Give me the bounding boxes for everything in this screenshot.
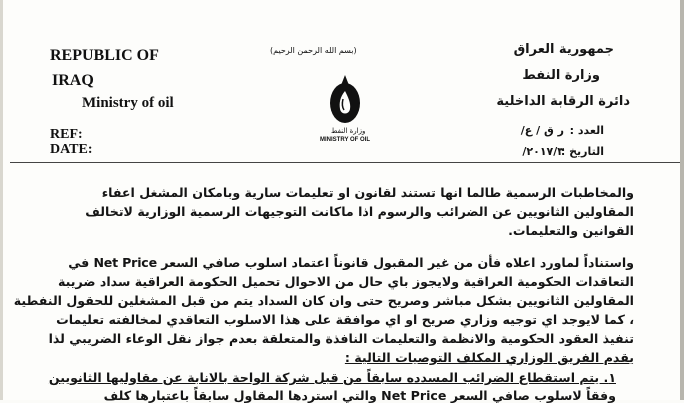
page-edge-right <box>680 0 684 400</box>
header-ar-ministry: وزارة النفط <box>522 68 600 83</box>
para1-line2: المقاولين الثانويين عن الضرائب والرسوم اذا ماكانت التوجيهات الرسمية الوزارية لاتخالف <box>85 204 634 219</box>
emblem-name-en: MINISTRY OF OIL <box>320 137 371 143</box>
header-ar-republic: جمهورية العراق <box>513 42 614 57</box>
emblem-name-ar: وزارة النفط <box>331 127 366 135</box>
date-label: DATE: <box>50 142 93 157</box>
para2-line5: تنفيذ العقود الحكومية والانظمة والتعليمات النافذة والمتعلقة بعدم جواز نقل الوعاء الضريبي لذا <box>48 331 634 346</box>
item1-line2: وفقاً لاسلوب صافي السعر Net Price والتي استردها المقاول سابقاً باعتبارها كلف <box>103 388 616 403</box>
header-en-republic: REPUBLIC OF <box>50 47 159 64</box>
header-en-iraq: IRAQ <box>52 72 94 89</box>
header-divider <box>10 162 680 163</box>
ref-label: REF: <box>50 127 83 142</box>
number-label: العدد : <box>569 124 604 137</box>
para2-line6: يقدم الفريق الوزاري المكلف التوصيات التالية : <box>344 350 634 365</box>
para1-line3: القوانين والتعليمات. <box>508 223 634 238</box>
para2-line2: التعاقدات الحكومية العراقية ولايجوز باي حال من الاحوال تحميل الحكومة العراقية سداد ضريبة <box>58 274 634 289</box>
number-value: ر ق / ع/ <box>520 124 564 137</box>
header-ar-department: دائرة الرقابة الداخلية <box>496 94 630 109</box>
item1-line1: ١. يتم استقطاع الضرائب المسدده سابقاً من قبل شركة الواحة بالانابة عن مقاوليها الثانويين <box>48 370 616 385</box>
para2-line4: ، كما لايوجد اي توجيه وزاري صريح او اي موافقة على هذا الاسلوب التعاقدي لمخالفته تعليمات <box>56 312 634 327</box>
para2-line1: واستناداً لماورد اعلاه فأن من غير المقبول قانوناً اعتماد اسلوب صافي السعر Net Price في <box>68 255 634 270</box>
page-edge-left <box>0 0 3 400</box>
para1-line1: والمخاطبات الرسمية طالما انها تستند لقانون او تعليمات سارية وبامكان المشغل اعفاء <box>101 185 634 200</box>
date-ar-label: التاريخ : <box>560 145 604 158</box>
header-en-ministry: Ministry of oil <box>82 95 174 111</box>
basmala: (بسم الله الرحمن الرحيم) <box>270 46 357 55</box>
date-ar-value: ٢٠١٧/٣/ <box>522 145 564 158</box>
para2-line3: المقاولين الثانويين بشكل مباشر وصريح حتى وان كان السداد يتم من قبل المشغلين للحقول النفطية <box>13 293 634 308</box>
